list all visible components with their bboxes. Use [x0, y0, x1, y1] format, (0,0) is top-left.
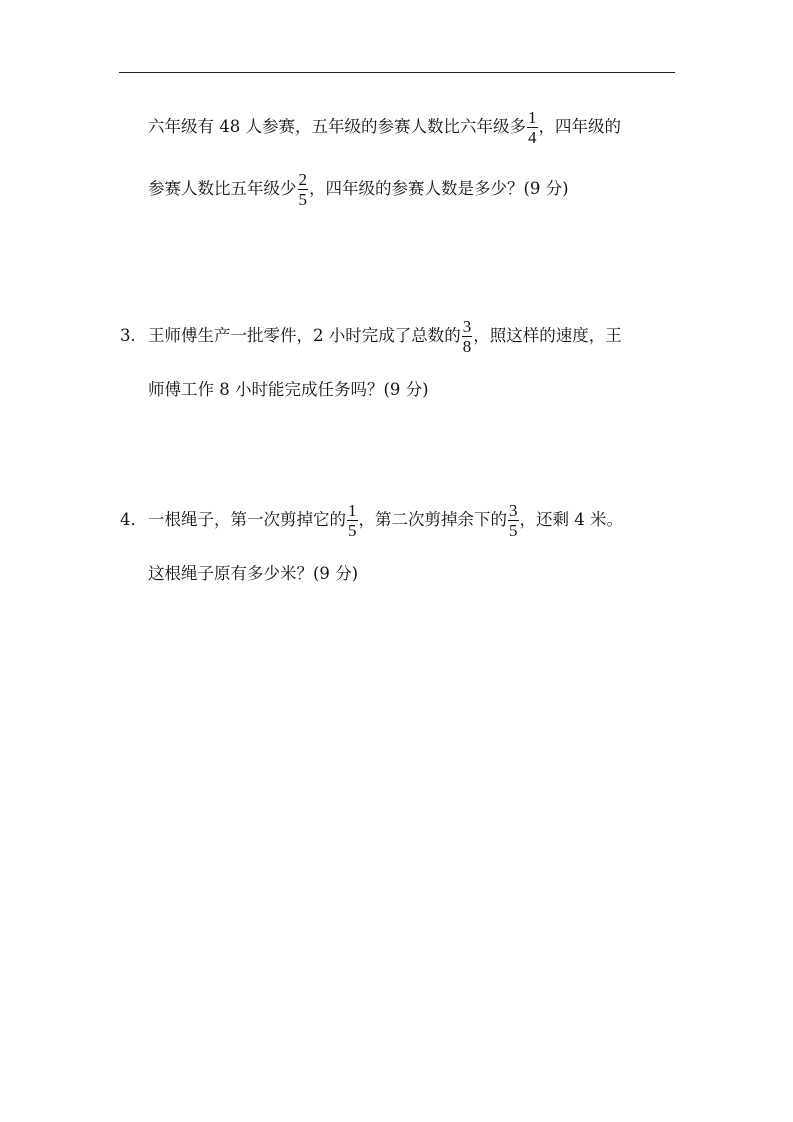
fraction-denominator: 5	[509, 520, 518, 540]
fraction-three-fifths	[508, 502, 519, 539]
fraction-denominator: 5	[348, 520, 357, 540]
problem-3-text-b: ，照这样的速度，王	[473, 326, 622, 345]
fraction-denominator: 8	[462, 336, 472, 356]
problem-2-text-a: 六年级有 48 人参赛，五年级的参赛人数比六年级多	[148, 117, 526, 136]
problem-3-line-1	[120, 316, 622, 356]
problem-4-number: 4．	[120, 510, 147, 529]
problem-2-line-1	[148, 107, 621, 147]
fraction-three-eighths	[462, 318, 473, 355]
problem-2-text-d: ，四年级的参赛人数是多少？(9 分)	[309, 179, 569, 198]
header-rule	[119, 72, 675, 73]
fraction-two-fifths	[298, 171, 309, 208]
problem-2-text-c: 参赛人数比五年级少	[148, 179, 297, 198]
problem-3-number: 3．	[120, 326, 147, 345]
problem-4-line-1	[120, 500, 623, 540]
fraction-denominator: 5	[298, 189, 307, 209]
fraction-numerator: 3	[462, 316, 472, 336]
fraction-denominator: 4	[528, 127, 537, 147]
problem-4-text-b: ，第二次剪掉余下的	[358, 510, 507, 529]
fraction-numerator: 1	[528, 107, 537, 127]
problem-2-line-2	[148, 169, 569, 209]
problem-3-line-2	[148, 370, 429, 410]
problem-3-text-c: 师傅工作 8 小时能完成任务吗？(9 分)	[148, 380, 429, 399]
problem-4-text-c: ，还剩 4 米。	[519, 510, 623, 529]
problem-4-text-d: 这根绳子原有多少米？(9 分)	[148, 564, 359, 583]
problem-4-text-a: 一根绳子，第一次剪掉它的	[148, 510, 346, 529]
problem-4-line-2	[148, 554, 358, 594]
fraction-one-fifth	[347, 502, 358, 539]
problem-2-text-b: ，四年级的	[538, 117, 621, 136]
fraction-numerator: 3	[509, 500, 518, 520]
fraction-numerator: 1	[348, 500, 357, 520]
problem-3-text-a: 王师傅生产一批零件，2 小时完成了总数的	[148, 326, 461, 345]
fraction-numerator: 2	[298, 169, 307, 189]
fraction-one-quarter	[527, 109, 538, 146]
